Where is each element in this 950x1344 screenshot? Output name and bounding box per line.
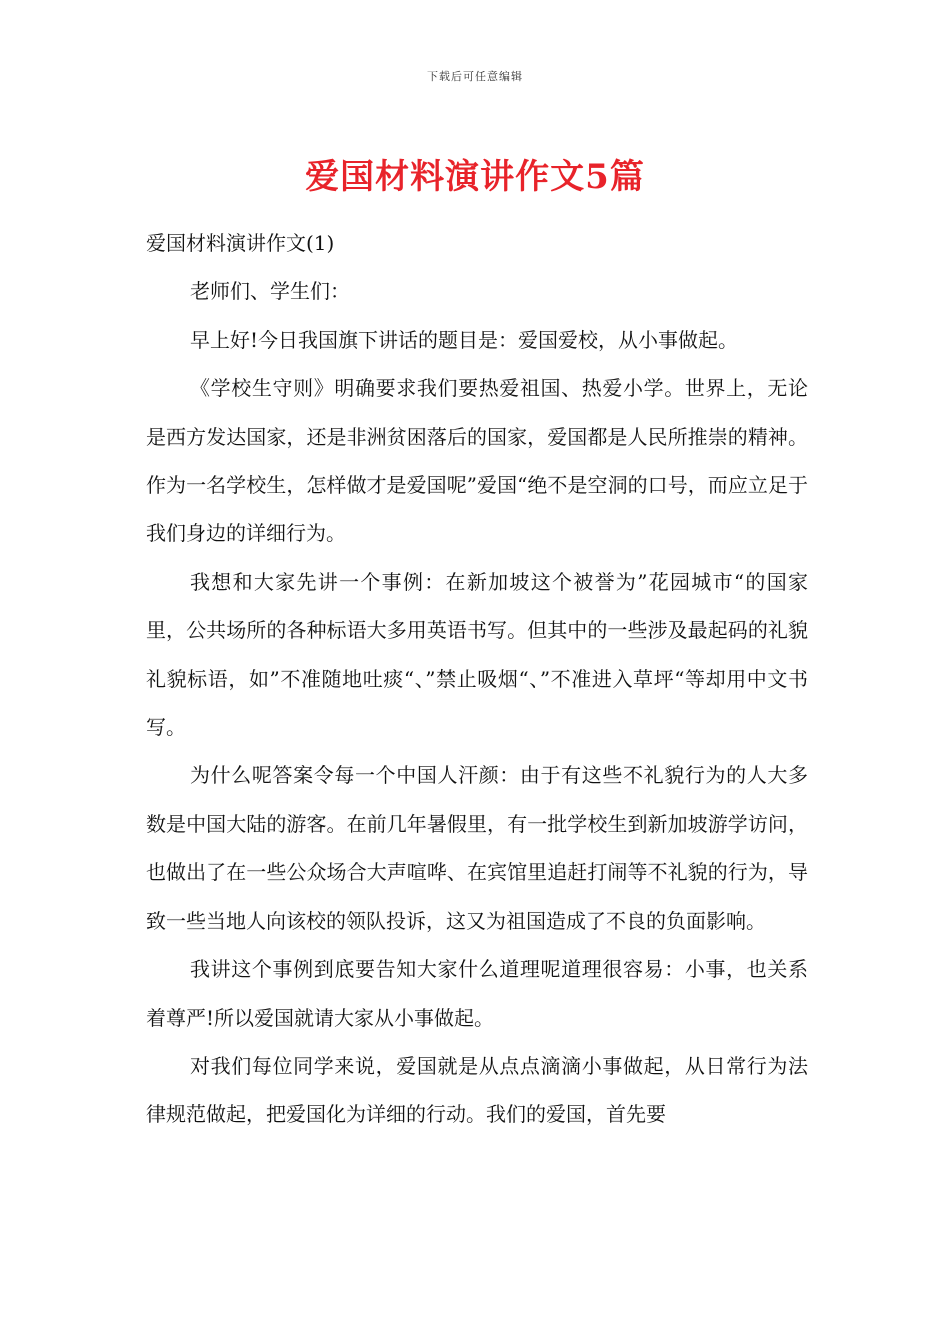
document-body <box>146 219 808 1139</box>
paragraph-lesson: 我讲这个事例到底要告知大家什么道理呢道理很容易：小事，也关系着尊严!所以爱国就请大家从小事做起。 <box>146 957 808 1030</box>
paragraph-singapore-example: 我想和大家先讲一个事例：在新加坡这个被誉为”花园城市“的国家里，公共场所的各种标语大多用英语书写。但其中的一些涉及最起码的礼貌礼貌标语，如”不准随地吐痰“、”禁止吸烟“、”不准进入草坪“等却用中文书写。 <box>146 569 808 740</box>
paragraph-action: 对我们每位同学来说，爱国就是从点点滴滴小事做起，从日常行为法律规范做起，把爱国化为详细的行动。我们的爱国，首先要 <box>146 1053 808 1127</box>
section-heading: 爱国材料演讲作文(1) <box>146 231 335 255</box>
paragraph-opening: 早上好!今日我国旗下讲话的题目是：爱国爱校，从小事做起。 <box>190 327 739 352</box>
document-title: 爱国材料演讲作文5篇 <box>305 156 645 197</box>
header-note: 下载后可任意编辑 <box>427 70 523 83</box>
paragraph-greeting: 老师们、学生们： <box>190 279 350 304</box>
paragraph-reason: 为什么呢答案令每一个中国人汗颜：由于有这些不礼貌行为的人大多数是中国大陆的游客。在前几年暑假里，有一批学校生到新加坡游学访问，也做出了在一些公众场合大声喧哗、在宾馆里追赶打闹等不礼貌的行为，导致一些当地人向该校的领队投诉，这又为祖国造成了不良的负面影响。 <box>146 763 808 933</box>
paragraph-school-rules: 《学校生守则》明确要求我们要热爱祖国、热爱小学。世界上，无论是西方发达国家，还是非洲贫困落后的国家，爱国都是人民所推崇的精神。作为一名学校生，怎样做才是爱国呢”爱国“绝不是空洞的口号，而应立足于我们身边的详细行为。 <box>146 376 808 546</box>
